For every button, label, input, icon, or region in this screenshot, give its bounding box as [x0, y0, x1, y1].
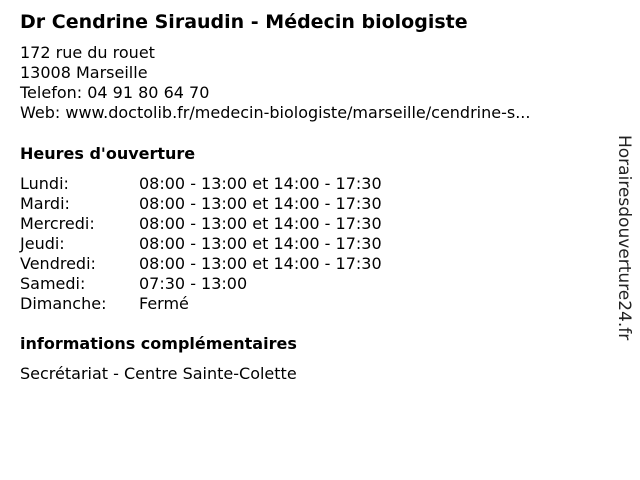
hours-day-label: Jeudi: [20, 234, 65, 253]
hours-day-label: Mercredi: [20, 214, 95, 233]
website-link[interactable]: Web: www.doctolib.fr/medecin-biologiste/marseille/cendrine-s... [20, 103, 531, 122]
info-heading: informations complémentaires [20, 334, 297, 353]
hours-day-label: Samedi: [20, 274, 86, 293]
hours-time-value: 08:00 - 13:00 et 14:00 - 17:30 [139, 194, 382, 213]
address-block [20, 43, 530, 123]
hours-heading: Heures d'ouverture [20, 144, 196, 163]
city-postcode: 13008 Marseille [20, 63, 148, 82]
hours-time-value: 08:00 - 13:00 et 14:00 - 17:30 [139, 254, 382, 273]
hours-time-value: 08:00 - 13:00 et 14:00 - 17:30 [139, 174, 382, 193]
site-watermark: Horairesdouverture24.fr [614, 135, 634, 341]
hours-time-value: 08:00 - 13:00 et 14:00 - 17:30 [139, 214, 382, 233]
hours-day-label: Dimanche: [20, 294, 107, 313]
hours-time-value: 08:00 - 13:00 et 14:00 - 17:30 [139, 234, 382, 253]
hours-time-value: Fermé [139, 294, 189, 313]
hours-day-label: Mardi: [20, 194, 70, 213]
info-text: Secrétariat - Centre Sainte-Colette [20, 364, 297, 383]
hours-time-value: 07:30 - 13:00 [139, 274, 248, 293]
hours-day-label: Lundi: [20, 174, 69, 193]
street-address: 172 rue du rouet [20, 43, 155, 62]
phone-number: Telefon: 04 91 80 64 70 [20, 83, 210, 102]
hours-day-label: Vendredi: [20, 254, 96, 273]
page-title: Dr Cendrine Siraudin - Médecin biologiste [20, 11, 468, 33]
